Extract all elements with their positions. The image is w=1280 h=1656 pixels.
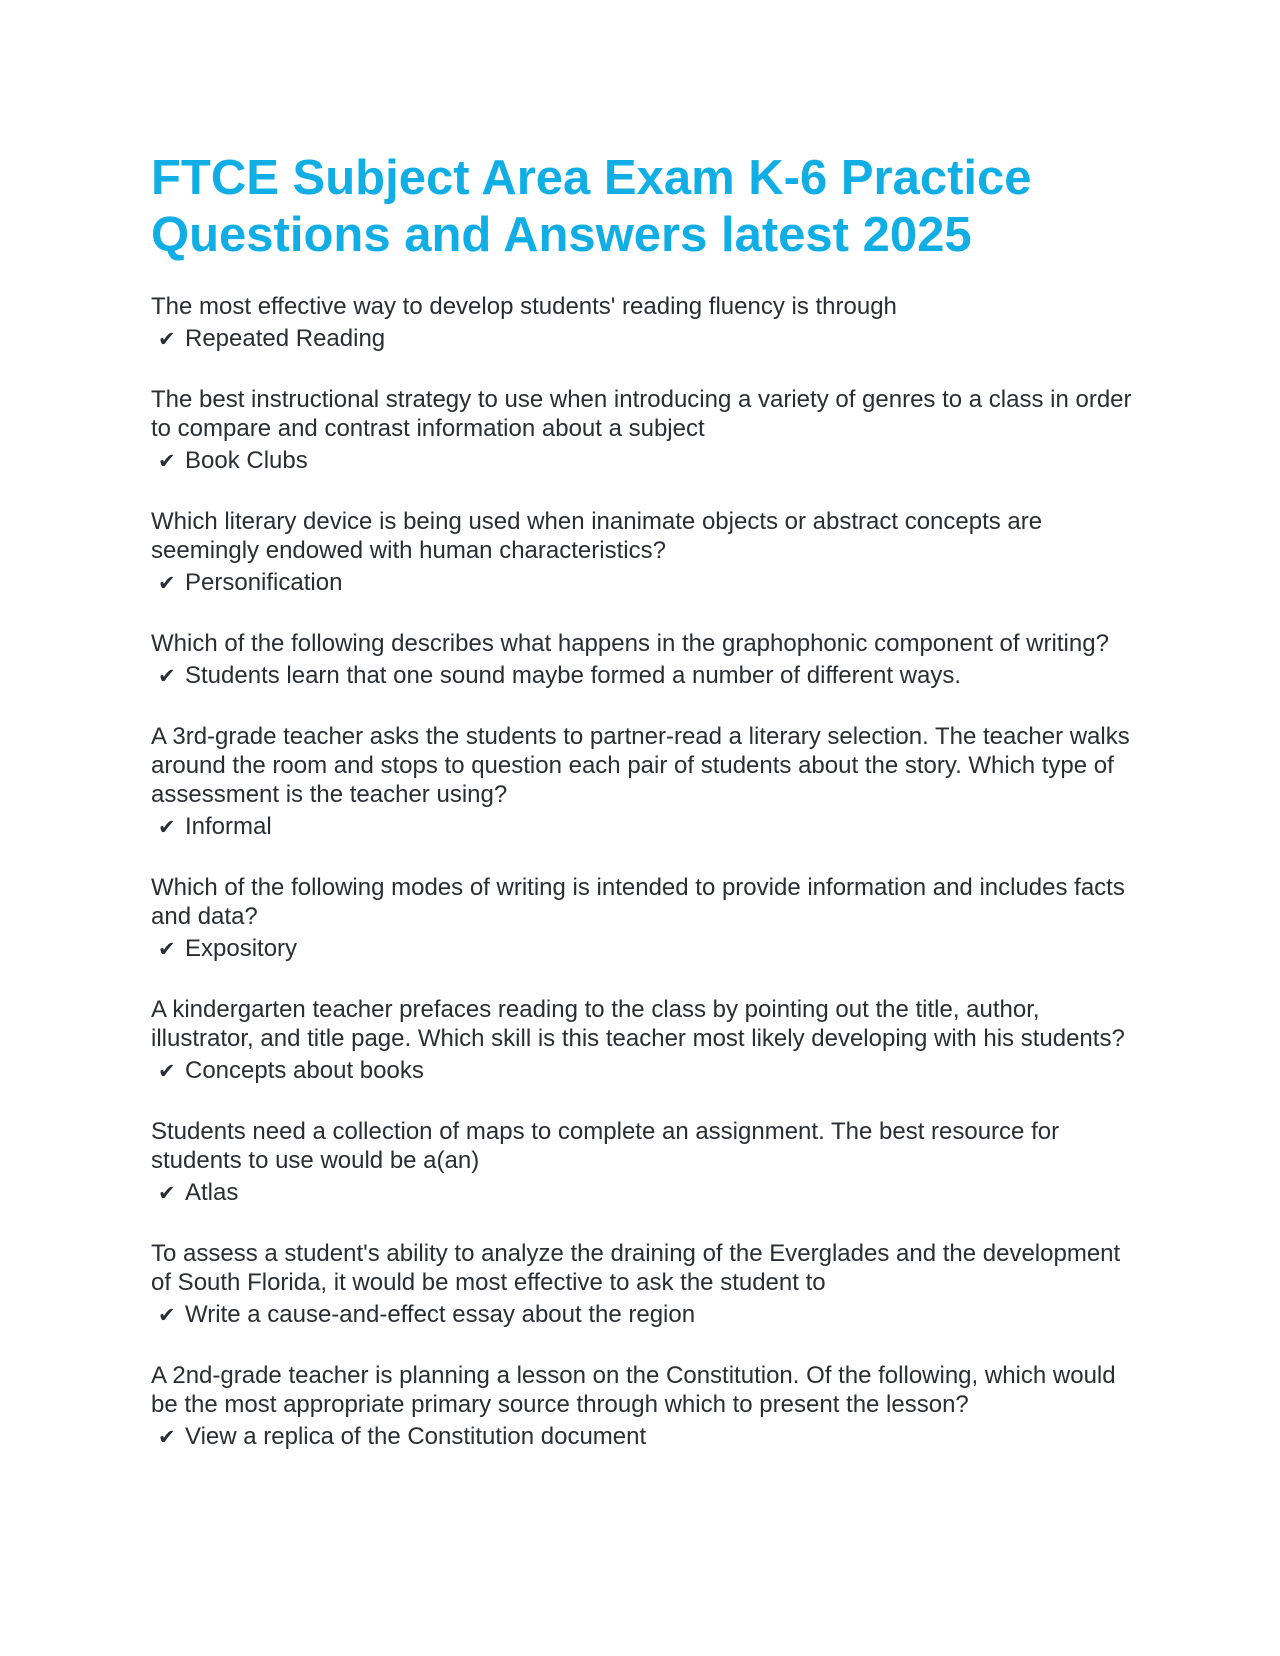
qa-item xyxy=(151,1239,1141,1331)
answer-text: Write a cause-and-effect essay about the region xyxy=(185,1301,696,1328)
question-text: Students need a collection of maps to complete an assignment. The best resource for students to use would be a(an) xyxy=(151,1118,1060,1174)
qa-item xyxy=(151,292,1141,355)
question-text: A 3rd-grade teacher asks the students to partner-read a literary selection. The teacher walks around the room and stops to question each pair of students about the story. Which type of assessment is the teacher using? xyxy=(151,723,1130,808)
qa-list xyxy=(151,292,1141,1453)
checkmark-icon: ✔ xyxy=(158,816,176,839)
answer-text: Concepts about books xyxy=(185,1057,424,1084)
answer-line xyxy=(151,446,1141,477)
qa-item xyxy=(151,629,1141,692)
checkmark-icon: ✔ xyxy=(158,328,176,351)
qa-item xyxy=(151,995,1141,1087)
question-text: Which of the following modes of writing is intended to provide information and includes facts and data? xyxy=(151,874,1125,930)
answer-text: Students learn that one sound maybe formed a number of different ways. xyxy=(185,662,962,689)
answer-text: View a replica of the Constitution document xyxy=(185,1423,647,1450)
document-page xyxy=(151,150,1141,1483)
answer-line xyxy=(151,934,1141,965)
checkmark-icon: ✔ xyxy=(158,1304,176,1327)
checkmark-icon: ✔ xyxy=(158,572,176,595)
answer-line xyxy=(151,1178,1141,1209)
checkmark-icon: ✔ xyxy=(158,1182,176,1205)
question-text: The best instructional strategy to use when introducing a variety of genres to a class in order to compare and contrast information about a subject xyxy=(151,386,1132,442)
answer-text: Personification xyxy=(185,569,343,596)
question-text: To assess a student's ability to analyze the draining of the Everglades and the development of South Florida, it would be most effective to ask the student to xyxy=(151,1240,1121,1296)
qa-item xyxy=(151,873,1141,965)
answer-text: Informal xyxy=(185,813,272,840)
document-title: FTCE Subject Area Exam K-6 Practice Questions and Answers latest 2025 xyxy=(151,151,1032,262)
answer-text: Expository xyxy=(185,935,298,962)
answer-line xyxy=(151,324,1141,355)
checkmark-icon: ✔ xyxy=(158,938,176,961)
checkmark-icon: ✔ xyxy=(158,1060,176,1083)
checkmark-icon: ✔ xyxy=(158,450,176,473)
question-text: Which of the following describes what happens in the graphophonic component of writing? xyxy=(151,630,1109,657)
question-text: The most effective way to develop students' reading fluency is through xyxy=(151,293,897,320)
answer-line xyxy=(151,568,1141,599)
qa-item xyxy=(151,507,1141,599)
qa-item xyxy=(151,1361,1141,1453)
answer-line xyxy=(151,812,1141,843)
answer-line xyxy=(151,1422,1141,1453)
qa-item xyxy=(151,1117,1141,1209)
checkmark-icon: ✔ xyxy=(158,1426,176,1449)
checkmark-icon: ✔ xyxy=(158,665,176,688)
question-text: A 2nd-grade teacher is planning a lesson on the Constitution. Of the following, which would be the most appropriate primary source through which to present the lesson? xyxy=(151,1362,1116,1418)
answer-text: Atlas xyxy=(185,1179,239,1206)
answer-text: Repeated Reading xyxy=(185,325,386,352)
question-text: A kindergarten teacher prefaces reading to the class by pointing out the title, author, illustrator, and title page. Which skill is this teacher most likely developing with his students? xyxy=(151,996,1125,1052)
answer-line xyxy=(151,1300,1141,1331)
question-text: Which literary device is being used when inanimate objects or abstract concepts are seemingly endowed with human characteristics? xyxy=(151,508,1043,564)
qa-item xyxy=(151,722,1141,843)
answer-line xyxy=(151,661,1141,692)
qa-item xyxy=(151,385,1141,477)
answer-line xyxy=(151,1056,1141,1087)
answer-text: Book Clubs xyxy=(185,447,308,474)
